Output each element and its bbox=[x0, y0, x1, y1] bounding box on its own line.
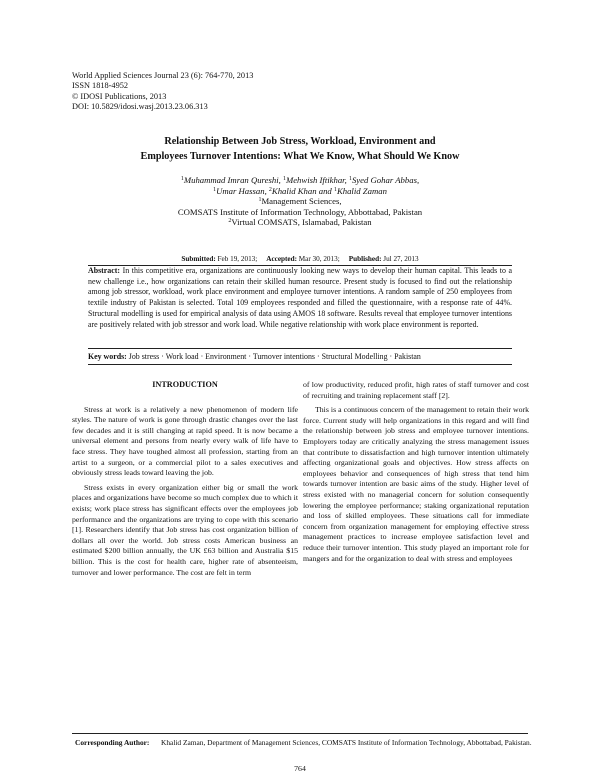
title-line-1: Relationship Between Job Stress, Workload, Environment and bbox=[164, 136, 436, 147]
paragraph: This is a continuous concern of the management to retain their work force. Current study will help organizations in this regard and will find the relationship between job stress and employee turnover intentions. Employers today are critically analyzing the stress management issues that contribute to dissatisfaction and high turnover intention ultimately affecting organizational goals and objectives. How stress affects on employees behavior and consequences of high stress that tend him towards turnover intention are basic aims of the study. Higher level of stress existed with no managerial concern for solution consequently lowering the employee performance; staking organizational reputation and loss of skilled employees. These situations call for immediate concern from organization management for employing effective stress management practices to increase employee satisfaction level and reduce their turnover intention. This study played an important role for mangers and for the organization to deal with stress and employees bbox=[303, 405, 529, 563]
paragraph: Stress exists in every organization either big or small the work places and organizations have become so much complex due to which it exists; work place stress has significant effects over the employees job performance and the organizations are trying to cope with this scenario [1]. Researchers identify that Job stress has cost organization billion of dollars all over the world. Job stress costs American business an estimated $200 billion annually, the UK £63 billion and Australia $15 billion. This is the cost for health care, higher rate of absenteeism, turnover and lower performance. The cost are felt in term bbox=[72, 482, 298, 577]
corresponding-text: Khalid Zaman, Department of Management Sciences, COMSATS Institute of Information Technology, Abbottabad, Pakistan. bbox=[161, 738, 532, 747]
author-name: Muhammad Imran Qureshi, bbox=[183, 175, 281, 185]
abstract bbox=[88, 266, 512, 330]
corresponding-label: Corresponding Author: bbox=[75, 738, 150, 747]
keyword: Turnover intentions bbox=[252, 352, 315, 361]
author-block bbox=[60, 175, 540, 228]
journal-citation: World Applied Sciences Journal 23 (6): 764-770, 2013 bbox=[72, 71, 254, 80]
author-name: Mehwish Iftikhar, bbox=[285, 175, 347, 185]
corresponding-author bbox=[75, 738, 532, 748]
author-name: Khalid Khan and bbox=[271, 185, 332, 196]
keyword: Pakistan bbox=[394, 352, 421, 361]
keyword: Work load bbox=[165, 352, 199, 361]
keywords-label: Key words: bbox=[88, 352, 127, 361]
author-name: Syed Gohar Abbas, bbox=[351, 175, 420, 185]
author-line-1: $^1$Muhammad Imran Qureshi, $^1$Mehwish Iftikhar, $^1$Syed Gohar Abbas, bbox=[180, 175, 420, 185]
footnote-rule bbox=[72, 733, 528, 734]
page-number: 764 bbox=[294, 764, 306, 773]
publication-dates: Submitted: Feb 19, 2013; Accepted: Mar 30, 2013; Published: Jul 27, 2013 bbox=[181, 255, 419, 263]
journal-issn: ISSN 1818-4952 bbox=[72, 81, 129, 91]
paper-title bbox=[60, 134, 540, 164]
keywords: Key words: Job stress · Work load · Environment · Turnover intentions · Structural Modelling · Pakistan bbox=[88, 352, 421, 361]
keyword: Job stress bbox=[128, 352, 160, 361]
journal-info bbox=[72, 71, 253, 113]
affiliation-1-line-2: COMSATS Institute of Information Technology, Abbottabad, Pakistan bbox=[177, 206, 423, 217]
keyword: Environment bbox=[205, 352, 247, 361]
affiliation-1-line-1: $^1$Management Sciences, bbox=[258, 196, 342, 207]
keywords-bottom-rule bbox=[88, 364, 512, 365]
title-line-2: Employees Turnover Intentions: What We Know, What Should We Know bbox=[140, 151, 460, 162]
left-column bbox=[72, 380, 298, 578]
author-name: Khalid Zaman bbox=[336, 185, 387, 196]
keywords-top-rule bbox=[88, 348, 512, 349]
paragraph: of low productivity, reduced profit, high rates of staff turnover and cost of recruiting and training replacement staff [2]. bbox=[303, 380, 529, 400]
section-heading: INTRODUCTION bbox=[152, 380, 218, 389]
affiliation-2: $^2$Virtual COMSATS, Islamabad, Pakistan bbox=[228, 217, 372, 228]
abstract-label: Abstract: bbox=[88, 266, 120, 275]
author-line-2: $^1$Umar Hassan, $^2$Khalid Khan and $^1$Khalid Zaman bbox=[213, 185, 387, 196]
abstract-text: In this competitive era, organizations are continuously looking new ways to develop their human capital. This leads to a new challenge i.e., how organizations can retain their skilled human resource. Present study is focused to find out the relationship among job stressor, workload, work place environment and employee turnover intentions. A random sample of 250 employees from textile industry of Pakistan is selected. Total 109 employees responded and filled the questionnaire, with a response rate of 44%. Structural modelling is used for empirical analysis of data using AMOS 18 software. Results reveal that employee turnover intentions are positively related with job stressor and work load. While negative relationship with work place environment is reported. bbox=[88, 266, 512, 329]
right-column bbox=[303, 380, 529, 564]
author-name: Umar Hassan, bbox=[216, 185, 267, 196]
journal-doi: DOI: 10.5829/idosi.wasj.2013.23.06.313 bbox=[72, 102, 208, 112]
paragraph: Stress at work is a relatively a new phenomenon of modern life styles. The nature of work is gone through drastic changes over the last few decades and it is still changing at rapid speed. It is now became a universal element and persons from nearly every walk of life have to face stress. They have toughed almost all profession, starting from an artist to a surgeon, or a commercial pilot to a sales executives and obviously stress leads toward leaving the job. bbox=[72, 404, 298, 478]
keyword: Structural Modelling bbox=[321, 352, 388, 361]
journal-copyright: © IDOSI Publications, 2013 bbox=[72, 91, 167, 101]
